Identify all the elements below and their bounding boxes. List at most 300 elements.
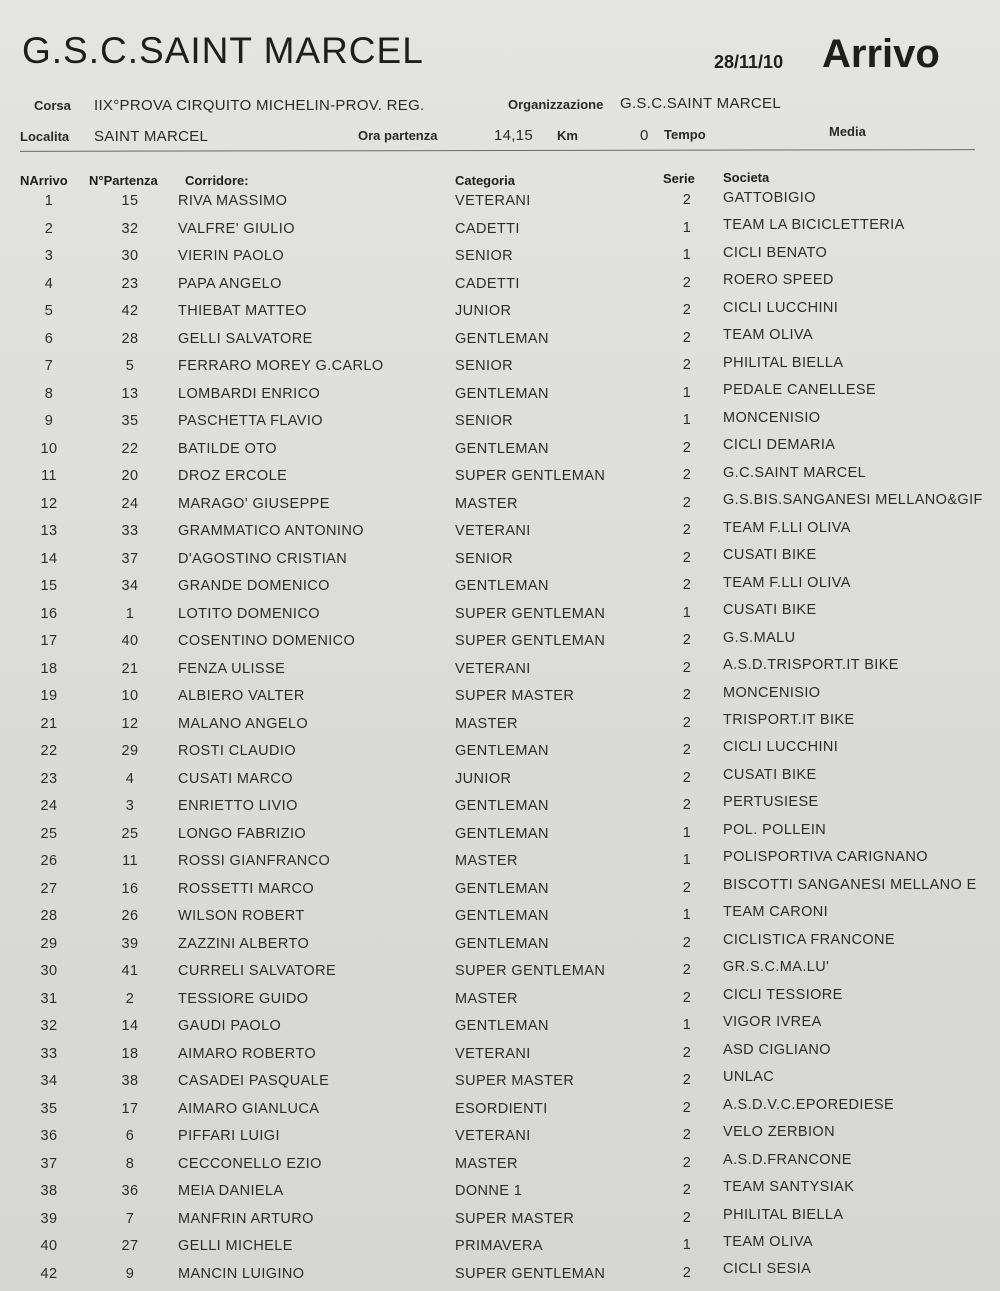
table-row	[0, 244, 1000, 268]
table-row	[0, 1041, 1000, 1066]
cell-arrivo: 10	[40, 440, 58, 457]
cell-categoria: CADETTI	[455, 275, 520, 292]
cell-categoria: SUPER MASTER	[455, 1210, 575, 1227]
cell-partenza: 17	[121, 1100, 139, 1117]
km-label: Km	[557, 128, 578, 143]
table-row	[0, 574, 1000, 598]
cell-societa: TEAM F.LLI OLIVA	[723, 519, 851, 536]
cell-arrivo: 19	[40, 688, 58, 705]
cell-serie: 2	[682, 467, 692, 484]
table-row	[0, 904, 1000, 928]
cell-serie: 2	[682, 494, 692, 511]
cell-partenza: 35	[121, 413, 139, 430]
cell-partenza: 22	[121, 440, 139, 457]
cell-societa: A.S.D.V.C.EPOREDIESE	[723, 1096, 895, 1113]
table-row	[0, 794, 1000, 818]
cell-categoria: MASTER	[455, 495, 518, 512]
cell-categoria: SUPER GENTLEMAN	[455, 468, 606, 485]
table-row	[0, 711, 1000, 736]
cell-partenza: 29	[121, 743, 139, 760]
table-row	[0, 849, 1000, 873]
cell-partenza: 26	[121, 908, 139, 925]
cell-arrivo: 9	[44, 413, 54, 430]
cell-partenza: 2	[125, 990, 135, 1007]
cell-arrivo: 42	[40, 1266, 58, 1282]
cell-societa: TEAM LA BICICLETTERIA	[723, 217, 905, 234]
cell-serie: 2	[682, 1072, 692, 1089]
cell-societa: TRISPORT.IT BIKE	[723, 711, 855, 728]
cell-categoria: VETERANI	[455, 660, 531, 677]
cell-categoria: SENIOR	[455, 358, 513, 375]
cell-arrivo: 36	[40, 1128, 58, 1145]
cell-arrivo: 8	[44, 385, 54, 402]
cell-categoria: GENTLEMAN	[455, 385, 549, 402]
cell-corridore: ROSSETTI MARCO	[178, 880, 315, 897]
cell-corridore: GELLI SALVATORE	[178, 330, 313, 347]
cell-categoria: SUPER GENTLEMAN	[455, 963, 606, 980]
cell-corridore: GELLI MICHELE	[178, 1238, 293, 1255]
cell-corridore: VIERIN PAOLO	[178, 248, 285, 265]
cell-serie: 2	[682, 274, 692, 291]
cell-corridore: CECCONELLO EZIO	[178, 1155, 322, 1172]
cell-serie: 2	[682, 769, 692, 786]
cell-categoria: GENTLEMAN	[455, 440, 549, 457]
cell-corridore: D'AGOSTINO CRISTIAN	[178, 550, 348, 567]
cell-arrivo: 34	[40, 1073, 58, 1090]
cell-partenza: 18	[121, 1045, 139, 1062]
cell-societa: VIGOR IVREA	[723, 1014, 822, 1031]
cell-societa: G.C.SAINT MARCEL	[723, 464, 867, 481]
cell-categoria: GENTLEMAN	[455, 578, 549, 595]
cell-arrivo: 6	[44, 330, 54, 347]
cell-categoria: SUPER GENTLEMAN	[455, 633, 606, 650]
cell-societa: GATTOBIGIO	[723, 190, 816, 206]
page-title: G.S.C.SAINT MARCEL	[22, 30, 424, 71]
cell-corridore: GRAMMATICO ANTONINO	[178, 523, 364, 540]
cell-categoria: SENIOR	[455, 248, 513, 265]
cell-societa: TEAM CARONI	[723, 904, 829, 921]
cell-arrivo: 5	[44, 303, 54, 320]
cell-partenza: 40	[121, 633, 139, 650]
cell-categoria: DONNE 1	[455, 1183, 523, 1200]
cell-arrivo: 11	[41, 468, 57, 485]
table-row	[0, 1206, 1000, 1231]
cell-serie: 1	[682, 384, 692, 401]
cell-categoria: SUPER GENTLEMAN	[455, 1266, 606, 1282]
cell-societa: CICLI SESIA	[723, 1261, 812, 1278]
cell-societa: MONCENISIO	[723, 409, 821, 426]
table-row	[0, 739, 1000, 763]
table-row	[0, 464, 1000, 488]
table-row	[0, 409, 1000, 433]
cell-serie: 1	[682, 219, 692, 236]
cell-partenza: 21	[121, 660, 139, 677]
cell-arrivo: 4	[44, 275, 54, 292]
cell-partenza: 7	[125, 1210, 135, 1227]
table-row	[0, 217, 1000, 241]
cell-corridore: WILSON ROBERT	[178, 908, 305, 925]
race-date: 28/11/10	[714, 52, 784, 72]
cell-societa: CUSATI BIKE	[723, 547, 817, 564]
cell-corridore: FERRARO MOREY G.CARLO	[178, 358, 384, 375]
cell-serie: 2	[682, 1209, 692, 1226]
table-row	[0, 519, 1000, 543]
cell-societa: CICLISTICA FRANCONE	[723, 931, 895, 948]
cell-partenza: 4	[125, 770, 135, 787]
corsa-value: IIX°PROVA CIRQUITO MICHELIN-PROV. REG.	[94, 97, 425, 114]
cell-categoria: MASTER	[455, 1155, 518, 1172]
cell-serie: 2	[682, 687, 692, 704]
cell-corridore: VALFRE' GIULIO	[178, 220, 295, 237]
cell-corridore: LOTITO DOMENICO	[178, 605, 320, 622]
table-row	[0, 1096, 1000, 1121]
cell-partenza: 11	[122, 853, 138, 870]
cell-serie: 2	[682, 329, 692, 346]
km-value: 0	[640, 127, 649, 144]
cell-corridore: PASCHETTA FLAVIO	[178, 413, 323, 430]
table-row	[0, 1261, 1000, 1286]
table-row	[0, 437, 1000, 461]
cell-arrivo: 35	[40, 1100, 58, 1117]
arrivo-heading: Arrivo	[822, 32, 940, 76]
cell-corridore: MANFRIN ARTURO	[178, 1210, 314, 1227]
cell-corridore: GAUDI PAOLO	[178, 1018, 282, 1035]
cell-societa: UNLAC	[723, 1069, 775, 1086]
cell-corridore: CUSATI MARCO	[178, 770, 293, 787]
cell-societa: GR.S.C.MA.LU'	[723, 959, 830, 976]
cell-categoria: VETERANI	[455, 523, 531, 540]
cell-serie: 2	[682, 522, 692, 539]
cell-serie: 1	[682, 907, 692, 924]
cell-categoria: VETERANI	[455, 1128, 531, 1145]
cell-arrivo: 25	[40, 825, 58, 842]
cell-societa: PERTUSIESE	[723, 794, 819, 811]
cell-arrivo: 33	[40, 1045, 58, 1062]
cell-partenza: 3	[125, 798, 135, 815]
table-row	[0, 299, 1000, 323]
cell-serie: 2	[682, 632, 692, 649]
cell-serie: 2	[682, 357, 692, 374]
cell-arrivo: 12	[40, 495, 58, 512]
cell-societa: MONCENISIO	[723, 684, 821, 701]
cell-societa: CICLI LUCCHINI	[723, 739, 839, 756]
cell-societa: CICLI BENATO	[723, 244, 828, 261]
cell-partenza: 32	[121, 220, 139, 237]
cell-societa: CICLI LUCCHINI	[723, 299, 839, 316]
cell-categoria: GENTLEMAN	[455, 330, 549, 347]
cell-categoria: GENTLEMAN	[455, 798, 549, 815]
cell-categoria: CADETTI	[455, 220, 520, 237]
organizzazione-value: G.S.C.SAINT MARCEL	[620, 95, 781, 112]
cell-serie: 2	[682, 1182, 692, 1199]
cell-corridore: ENRIETTO LIVIO	[178, 798, 298, 815]
cell-societa: BISCOTTI SANGANESI MELLANO E	[723, 876, 977, 893]
table-row	[0, 986, 1000, 1011]
table-row	[0, 657, 1000, 681]
cell-corridore: CASADEI PASQUALE	[178, 1073, 330, 1090]
col-header-societa: Societa	[723, 170, 770, 185]
cell-arrivo: 40	[40, 1238, 58, 1255]
cell-serie: 2	[682, 1044, 692, 1061]
cell-societa: POL. POLLEIN	[723, 821, 827, 838]
cell-categoria: PRIMAVERA	[455, 1238, 543, 1255]
cell-corridore: AIMARO GIANLUCA	[178, 1100, 320, 1117]
cell-corridore: DROZ ERCOLE	[178, 468, 288, 485]
cell-arrivo: 1	[44, 193, 54, 209]
cell-corridore: TESSIORE GUIDO	[178, 990, 309, 1007]
cell-serie: 2	[682, 439, 692, 456]
cell-partenza: 41	[121, 963, 139, 980]
cell-corridore: RIVA MASSIMO	[178, 193, 288, 209]
cell-partenza: 1	[125, 605, 135, 622]
cell-societa: VELO ZERBION	[723, 1124, 835, 1141]
cell-categoria: GENTLEMAN	[455, 935, 549, 952]
cell-corridore: CURRELI SALVATORE	[178, 963, 337, 980]
cell-serie: 1	[682, 412, 692, 429]
corsa-label: Corsa	[34, 98, 71, 113]
cell-partenza: 13	[121, 385, 139, 402]
cell-partenza: 20	[121, 468, 139, 485]
cell-corridore: THIEBAT MATTEO	[178, 303, 307, 320]
cell-serie: 1	[682, 824, 692, 841]
cell-arrivo: 30	[40, 963, 58, 980]
cell-partenza: 36	[121, 1183, 139, 1200]
tempo-label: Tempo	[664, 127, 706, 142]
cell-arrivo: 31	[40, 990, 58, 1007]
table-row	[0, 1069, 1000, 1093]
cell-corridore: AIMARO ROBERTO	[178, 1045, 317, 1062]
cell-societa: G.S.MALU	[723, 629, 796, 646]
cell-categoria: MASTER	[455, 715, 518, 732]
cell-corridore: GRANDE DOMENICO	[178, 578, 330, 595]
cell-partenza: 42	[121, 303, 139, 320]
cell-corridore: LOMBARDI ENRICO	[178, 385, 321, 402]
cell-partenza: 24	[121, 495, 139, 512]
table-row	[0, 1151, 1000, 1176]
cell-arrivo: 22	[40, 743, 58, 760]
cell-categoria: SUPER MASTER	[455, 688, 575, 705]
table-row	[0, 190, 1000, 213]
cell-corridore: PAPA ANGELO	[178, 275, 282, 292]
cell-arrivo: 2	[44, 220, 54, 237]
cell-arrivo: 38	[40, 1183, 58, 1200]
cell-societa: CUSATI BIKE	[723, 766, 817, 783]
cell-arrivo: 16	[40, 605, 58, 622]
cell-categoria: MASTER	[455, 990, 518, 1007]
cell-partenza: 25	[121, 825, 139, 842]
cell-serie: 2	[682, 302, 692, 319]
table-row	[0, 766, 1000, 791]
cell-categoria: MASTER	[455, 853, 518, 870]
cell-societa: A.S.D.FRANCONE	[723, 1151, 852, 1168]
cell-arrivo: 29	[40, 935, 58, 952]
cell-partenza: 5	[125, 358, 135, 375]
cell-corridore: ZAZZINI ALBERTO	[178, 935, 310, 952]
cell-serie: 2	[682, 192, 692, 208]
cell-serie: 2	[682, 797, 692, 814]
cell-corridore: ALBIERO VALTER	[178, 688, 305, 705]
cell-categoria: JUNIOR	[455, 303, 512, 320]
cell-partenza: 38	[121, 1073, 139, 1090]
table-row	[0, 684, 1000, 708]
cell-arrivo: 13	[40, 523, 58, 540]
cell-categoria: VETERANI	[455, 1045, 531, 1062]
cell-serie: 2	[682, 934, 692, 951]
localita-value: SAINT MARCEL	[94, 128, 209, 145]
cell-categoria: VETERANI	[455, 193, 531, 209]
cell-serie: 1	[682, 604, 692, 621]
cell-arrivo: 14	[40, 550, 58, 567]
cell-serie: 1	[682, 852, 692, 869]
cell-partenza: 23	[121, 275, 139, 292]
table-row	[0, 492, 1000, 516]
cell-societa: TEAM SANTYSIAK	[723, 1179, 855, 1196]
cell-societa: CICLI DEMARIA	[723, 437, 836, 454]
cell-arrivo: 24	[40, 798, 58, 815]
cell-corridore: MARAGO' GIUSEPPE	[178, 495, 330, 512]
cell-societa: PEDALE CANELLESE	[723, 382, 877, 399]
cell-arrivo: 15	[40, 578, 58, 595]
cell-societa: CUSATI BIKE	[723, 602, 817, 619]
organizzazione-label: Organizzazione	[508, 97, 604, 112]
cell-serie: 2	[682, 879, 692, 896]
cell-categoria: SENIOR	[455, 413, 513, 430]
cell-arrivo: 3	[44, 248, 54, 265]
cell-corridore: MALANO ANGELO	[178, 715, 309, 732]
table-row	[0, 931, 1000, 956]
table-row	[0, 547, 1000, 571]
cell-arrivo: 18	[40, 660, 58, 677]
cell-societa: PHILITAL BIELLA	[723, 354, 844, 371]
cell-arrivo: 26	[40, 853, 58, 870]
cell-serie: 2	[682, 1127, 692, 1144]
cell-categoria: GENTLEMAN	[455, 825, 549, 842]
cell-serie: 2	[682, 1154, 692, 1171]
cell-partenza: 12	[121, 715, 139, 732]
cell-societa: TEAM F.LLI OLIVA	[723, 574, 851, 591]
ora-partenza-label: Ora partenza	[358, 128, 438, 143]
cell-partenza: 6	[125, 1128, 135, 1145]
cell-serie: 1	[682, 247, 692, 264]
cell-partenza: 15	[121, 193, 139, 209]
cell-societa: ROERO SPEED	[723, 272, 834, 289]
cell-categoria: ESORDIENTI	[455, 1100, 548, 1117]
cell-partenza: 28	[121, 330, 139, 347]
cell-serie: 2	[682, 714, 692, 731]
table-row	[0, 876, 1000, 901]
col-header-categoria: Categoria	[455, 173, 515, 188]
cell-categoria: JUNIOR	[455, 770, 512, 787]
col-header-partenza: N°Partenza	[89, 173, 158, 188]
cell-arrivo: 28	[40, 908, 58, 925]
cell-partenza: 27	[121, 1238, 139, 1255]
cell-arrivo: 27	[40, 880, 58, 897]
col-header-arrivo: NArrivo	[20, 173, 68, 188]
cell-serie: 2	[682, 577, 692, 594]
col-header-corridore: Corridore:	[185, 173, 249, 188]
table-row	[0, 327, 1000, 351]
cell-societa: PHILITAL BIELLA	[723, 1206, 844, 1223]
cell-societa: A.S.D.TRISPORT.IT BIKE	[723, 657, 899, 674]
cell-arrivo: 17	[40, 633, 58, 650]
cell-serie: 1	[682, 1017, 692, 1034]
cell-partenza: 10	[121, 688, 139, 705]
cell-corridore: LONGO FABRIZIO	[178, 825, 307, 842]
cell-societa: TEAM OLIVA	[723, 327, 813, 344]
cell-arrivo: 37	[40, 1155, 58, 1172]
table-row	[0, 1179, 1000, 1203]
cell-societa: ASD CIGLIANO	[723, 1041, 831, 1058]
col-header-serie: Serie	[663, 171, 695, 186]
table-row	[0, 1233, 1000, 1258]
cell-serie: 2	[682, 549, 692, 566]
cell-partenza: 39	[121, 935, 139, 952]
cell-categoria: GENTLEMAN	[455, 908, 549, 925]
cell-corridore: ROSTI CLAUDIO	[178, 743, 296, 760]
cell-arrivo: 23	[40, 770, 58, 787]
cell-corridore: FENZA ULISSE	[178, 660, 286, 677]
cell-serie: 2	[682, 1099, 692, 1116]
table-row	[0, 959, 1000, 983]
cell-corridore: BATILDE OTO	[178, 440, 277, 457]
cell-partenza: 30	[121, 248, 139, 265]
cell-corridore: MANCIN LUIGINO	[178, 1266, 305, 1282]
cell-arrivo: 7	[44, 358, 54, 375]
cell-partenza: 8	[125, 1155, 135, 1172]
cell-categoria: GENTLEMAN	[455, 880, 549, 897]
cell-categoria: SUPER MASTER	[455, 1073, 575, 1090]
cell-partenza: 16	[121, 880, 139, 897]
cell-serie: 2	[682, 742, 692, 759]
ora-partenza-value: 14,15	[494, 127, 534, 144]
cell-corridore: COSENTINO DOMENICO	[178, 633, 356, 650]
table-row	[0, 354, 1000, 378]
table-row	[0, 1124, 1000, 1148]
cell-serie: 1	[682, 1237, 692, 1254]
cell-societa: CICLI TESSIORE	[723, 986, 843, 1003]
table-row	[0, 629, 1000, 653]
table-row	[0, 1014, 1000, 1038]
cell-categoria: GENTLEMAN	[455, 1018, 549, 1035]
cell-arrivo: 21	[40, 715, 58, 732]
cell-societa: POLISPORTIVA CARIGNANO	[723, 849, 928, 866]
cell-arrivo: 32	[40, 1018, 58, 1035]
cell-categoria: GENTLEMAN	[455, 743, 549, 760]
cell-societa: TEAM OLIVA	[723, 1233, 813, 1250]
media-label: Media	[829, 124, 866, 139]
cell-partenza: 33	[121, 523, 139, 540]
cell-partenza: 14	[121, 1018, 139, 1035]
cell-serie: 2	[682, 1265, 692, 1281]
cell-partenza: 37	[121, 550, 139, 567]
cell-corridore: PIFFARI LUIGI	[178, 1128, 280, 1145]
cell-partenza: 9	[125, 1266, 135, 1282]
cell-corridore: ROSSI GIANFRANCO	[178, 853, 331, 870]
cell-arrivo: 39	[40, 1210, 58, 1227]
cell-corridore: MEIA DANIELA	[178, 1183, 284, 1200]
cell-partenza: 34	[121, 578, 139, 595]
cell-categoria: SUPER GENTLEMAN	[455, 605, 606, 622]
cell-serie: 2	[682, 962, 692, 979]
localita-label: Localita	[20, 129, 70, 144]
cell-societa: G.S.BIS.SANGANESI MELLANO&GIF	[723, 492, 983, 509]
table-row	[0, 382, 1000, 406]
table-row	[0, 602, 1000, 626]
cell-serie: 2	[682, 989, 692, 1006]
cell-serie: 2	[682, 659, 692, 676]
table-row	[0, 272, 1000, 296]
cell-categoria: SENIOR	[455, 550, 513, 567]
